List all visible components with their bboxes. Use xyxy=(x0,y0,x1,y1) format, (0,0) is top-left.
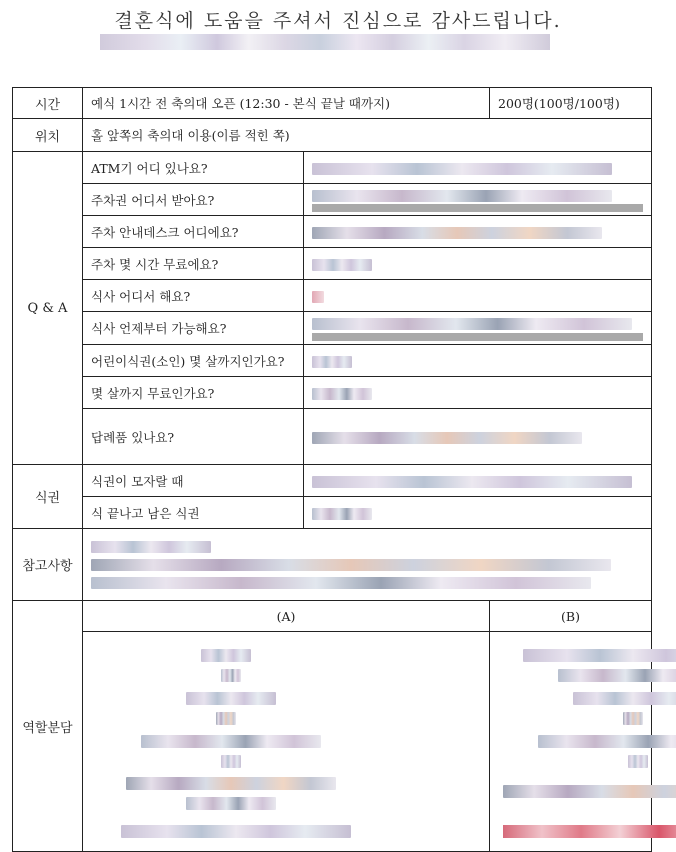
time-value: 예식 1시간 전 축의대 오픈 (12:30 - 본식 끝날 때까지) xyxy=(83,88,490,119)
ticket-answer-redacted xyxy=(304,497,652,529)
role-column-b: (B) xyxy=(490,601,652,632)
qa-row xyxy=(13,216,652,248)
qa-answer-redacted xyxy=(304,345,652,377)
location-label: 위치 xyxy=(13,119,83,152)
qa-question: 어린이식권(소인) 몇 살까지인가요? xyxy=(83,345,304,377)
qa-row xyxy=(13,184,652,216)
qa-question: 답례품 있나요? xyxy=(83,409,304,465)
info-table xyxy=(12,87,652,852)
qa-question: 식사 언제부터 가능해요? xyxy=(83,312,304,345)
blurred-subtitle xyxy=(100,34,550,50)
row-location xyxy=(13,119,652,152)
time-label: 시간 xyxy=(13,88,83,119)
qa-row xyxy=(13,280,652,312)
roles-label: 역할분담 xyxy=(13,601,83,852)
qa-question: 주차 몇 시간 무료에요? xyxy=(83,248,304,280)
ticket-question: 식 끝나고 남은 식권 xyxy=(83,497,304,529)
qa-question: 식사 어디서 해요? xyxy=(83,280,304,312)
role-column-a: (A) xyxy=(83,601,490,632)
qa-answer-redacted xyxy=(304,280,652,312)
qa-answer-redacted xyxy=(304,312,652,345)
qa-row xyxy=(13,152,652,184)
notes-label: 참고사항 xyxy=(13,529,83,601)
roles-body-row xyxy=(13,632,652,852)
location-value: 홀 앞쪽의 축의대 이용(이름 적힌 쪽) xyxy=(83,119,652,152)
qa-row xyxy=(13,312,652,345)
qa-question: 주차 안내데스크 어디에요? xyxy=(83,216,304,248)
ticket-answer-redacted xyxy=(304,465,652,497)
ticket-row xyxy=(13,497,652,529)
qa-answer-redacted xyxy=(304,248,652,280)
role-a-redacted xyxy=(83,632,490,852)
qa-row xyxy=(13,248,652,280)
qa-label: Q & A xyxy=(13,152,83,465)
qa-row xyxy=(13,377,652,409)
page-title: 결혼식에 도움을 주셔서 진심으로 감사드립니다. xyxy=(114,10,562,32)
qa-answer-redacted xyxy=(304,409,652,465)
ticket-question: 식권이 모자랄 때 xyxy=(83,465,304,497)
qa-row xyxy=(13,409,652,465)
qa-answer-redacted xyxy=(304,216,652,248)
row-notes xyxy=(13,529,652,601)
qa-question: 몇 살까지 무료인가요? xyxy=(83,377,304,409)
role-b-redacted xyxy=(490,632,652,852)
qa-answer-redacted xyxy=(304,377,652,409)
qa-answer-redacted xyxy=(304,184,652,216)
qa-answer-redacted xyxy=(304,152,652,184)
row-time xyxy=(13,88,652,119)
guest-count: 200명(100명/100명) xyxy=(490,88,652,119)
qa-row xyxy=(13,345,652,377)
roles-header-row xyxy=(13,601,652,632)
qa-question: ATM기 어디 있나요? xyxy=(83,152,304,184)
qa-question: 주차권 어디서 받아요? xyxy=(83,184,304,216)
ticket-row xyxy=(13,465,652,497)
tickets-label: 식권 xyxy=(13,465,83,529)
notes-redacted xyxy=(83,529,652,601)
